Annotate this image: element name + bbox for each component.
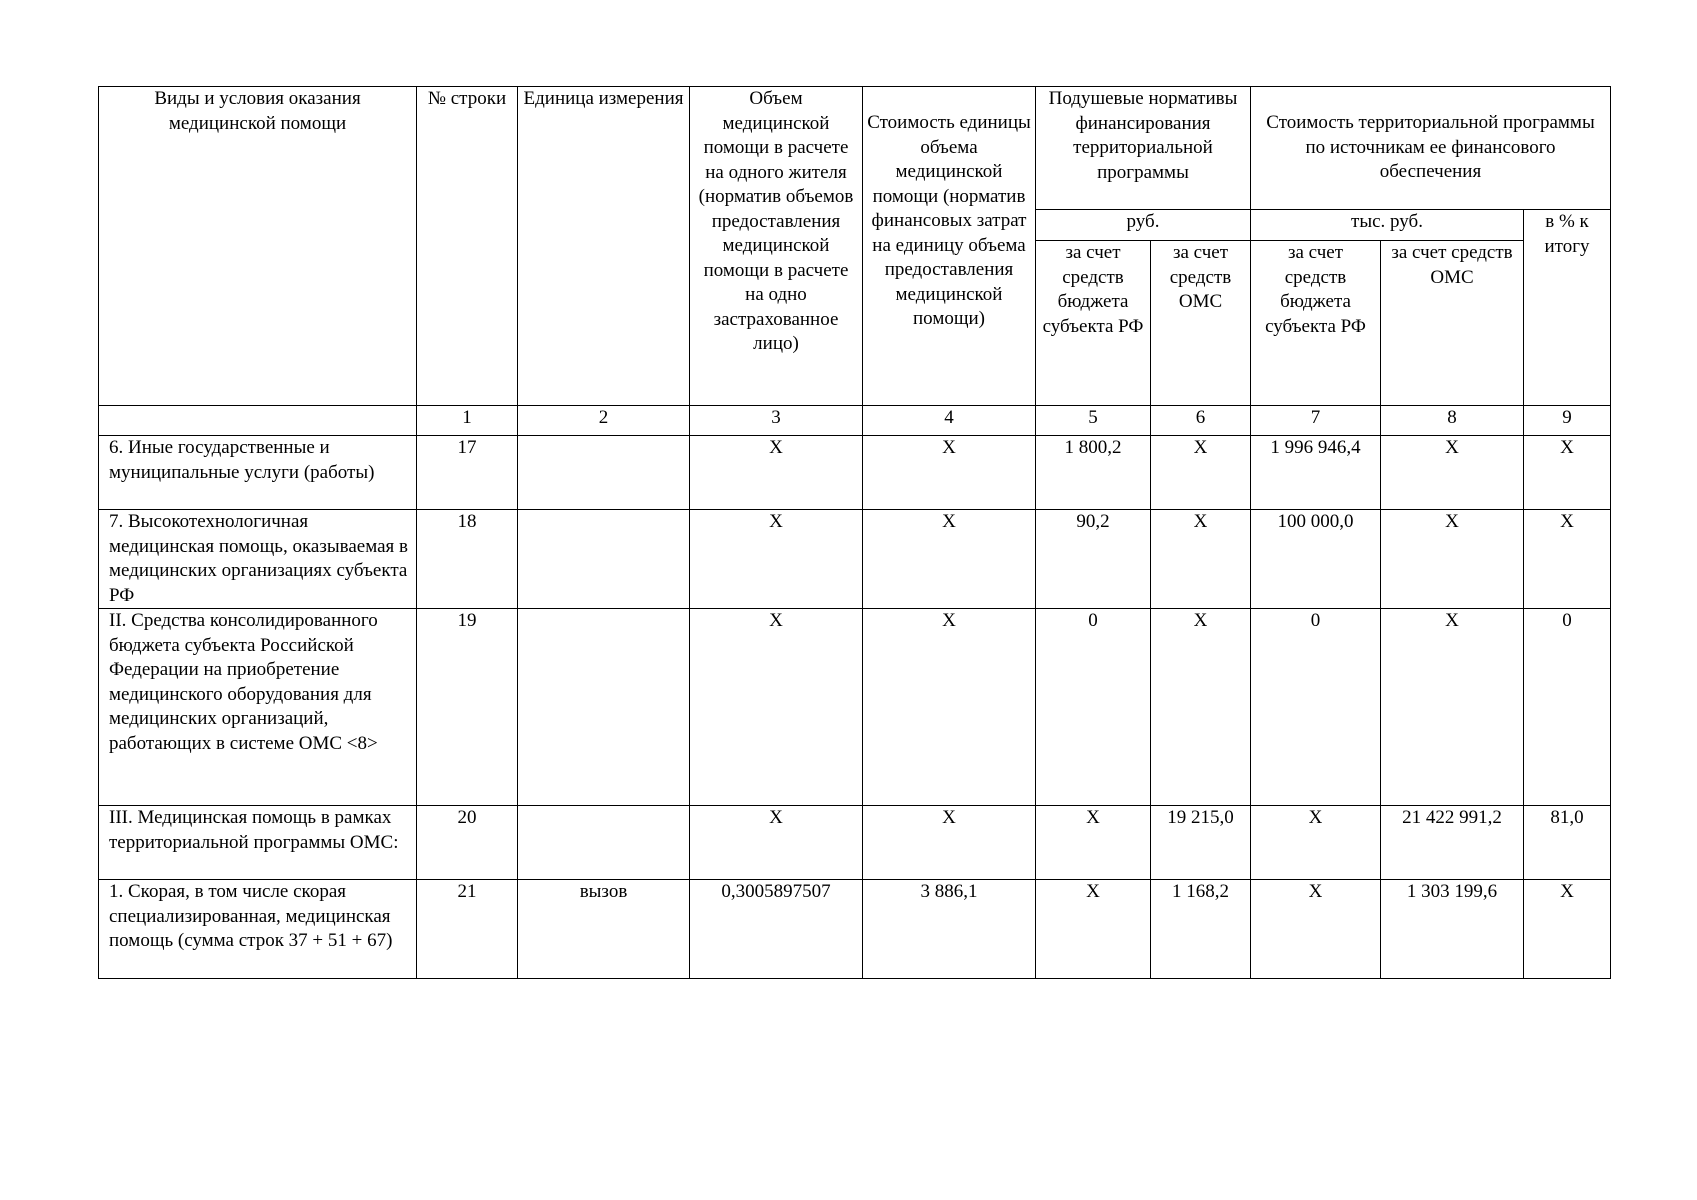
row-cost-budget: 1 996 946,4: [1251, 436, 1381, 510]
row-cost-oms: X: [1381, 436, 1524, 510]
row-name: 7. Высокотехнологичная медицинская помощь, оказываемая в медицинских организациях субъекта РФ: [99, 510, 417, 609]
header-pc-budget: за счет средств бюджета субъекта РФ: [1036, 241, 1151, 406]
row-number: 20: [417, 806, 518, 880]
header-cost-oms: за счет средств ОМС: [1381, 241, 1524, 406]
row-volume: X: [690, 806, 863, 880]
row-pc-budget: 1 800,2: [1036, 436, 1151, 510]
table-row: [99, 806, 1611, 880]
row-volume: X: [690, 436, 863, 510]
row-cost-oms: X: [1381, 510, 1524, 609]
column-number: 7: [1251, 406, 1381, 436]
table-row: [99, 880, 1611, 979]
row-unit: [518, 806, 690, 880]
row-name: II. Средства консолидированного бюджета субъекта Российской Федерации на приобретение медицинского оборудования для медицинских организаций, работающих в системе ОМС <8>: [99, 609, 417, 806]
row-pc-budget: X: [1036, 806, 1151, 880]
column-number: 3: [690, 406, 863, 436]
row-pc-budget: X: [1036, 880, 1151, 979]
row-pc-oms: 19 215,0: [1151, 806, 1251, 880]
row-number: 18: [417, 510, 518, 609]
row-unit: [518, 609, 690, 806]
row-unit-cost: 3 886,1: [863, 880, 1036, 979]
row-cost-oms: 1 303 199,6: [1381, 880, 1524, 979]
header-volume: Объем медицинской помощи в расчете на одного жителя (норматив объемов предоставления медицинской помощи в расчете на одно застрахованное лицо): [690, 87, 863, 406]
row-number: 21: [417, 880, 518, 979]
row-unit-cost: X: [863, 436, 1036, 510]
column-number: 6: [1151, 406, 1251, 436]
row-pc-oms: X: [1151, 436, 1251, 510]
row-unit-cost: X: [863, 806, 1036, 880]
header-unit: Единица измерения: [518, 87, 690, 406]
column-number: 1: [417, 406, 518, 436]
row-name: III. Медицинская помощь в рамках территориальной программы ОМС:: [99, 806, 417, 880]
row-cost-budget: 100 000,0: [1251, 510, 1381, 609]
row-percent: 0: [1524, 609, 1611, 806]
row-unit-cost: X: [863, 510, 1036, 609]
row-cost-oms: X: [1381, 609, 1524, 806]
row-volume: X: [690, 510, 863, 609]
row-number: 19: [417, 609, 518, 806]
row-percent: X: [1524, 880, 1611, 979]
row-pc-oms: X: [1151, 510, 1251, 609]
column-number: 8: [1381, 406, 1524, 436]
row-pc-budget: 0: [1036, 609, 1151, 806]
header-unit-cost: Стоимость единицы объема медицинской помощи (норматив финансовых затрат на единицу объема предоставления медицинской помощи): [863, 87, 1036, 406]
row-unit: [518, 510, 690, 609]
header-kind: Виды и условия оказания медицинской помощи: [99, 87, 417, 406]
row-name: 6. Иные государственные и муниципальные услуги (работы): [99, 436, 417, 510]
row-pc-oms: 1 168,2: [1151, 880, 1251, 979]
row-volume: 0,3005897507: [690, 880, 863, 979]
column-number: 9: [1524, 406, 1611, 436]
row-unit: [518, 436, 690, 510]
row-cost-oms: 21 422 991,2: [1381, 806, 1524, 880]
header-per-capita-group: Подушевые нормативы финансирования территориальной программы: [1036, 87, 1251, 210]
row-percent: X: [1524, 510, 1611, 609]
row-pc-budget: 90,2: [1036, 510, 1151, 609]
header-cost-group: Стоимость территориальной программы по источникам ее финансового обеспечения: [1251, 87, 1611, 210]
row-cost-budget: X: [1251, 880, 1381, 979]
header-cost-budget: за счет средств бюджета субъекта РФ: [1251, 241, 1381, 406]
header-sub-thousand-rub: тыс. руб.: [1251, 210, 1524, 241]
row-volume: X: [690, 609, 863, 806]
column-numbers-row: [99, 406, 1611, 436]
row-unit-cost: X: [863, 609, 1036, 806]
row-name: 1. Скорая, в том числе скорая специализированная, медицинская помощь (сумма строк 37 + 51 + 67): [99, 880, 417, 979]
header-pc-oms: за счет средств ОМС: [1151, 241, 1251, 406]
row-percent: 81,0: [1524, 806, 1611, 880]
row-cost-budget: X: [1251, 806, 1381, 880]
column-number-blank: [99, 406, 417, 436]
column-number: 2: [518, 406, 690, 436]
table-row: [99, 510, 1611, 609]
row-pc-oms: X: [1151, 609, 1251, 806]
territorial-program-table: [98, 86, 1611, 979]
column-number: 5: [1036, 406, 1151, 436]
table-row: [99, 609, 1611, 806]
row-cost-budget: 0: [1251, 609, 1381, 806]
header-sub-rub: руб.: [1036, 210, 1251, 241]
header-row-number: № строки: [417, 87, 518, 406]
row-percent: X: [1524, 436, 1611, 510]
table-row: [99, 436, 1611, 510]
header-percent-total: в % к итогу: [1524, 210, 1611, 406]
row-number: 17: [417, 436, 518, 510]
row-unit: вызов: [518, 880, 690, 979]
column-number: 4: [863, 406, 1036, 436]
